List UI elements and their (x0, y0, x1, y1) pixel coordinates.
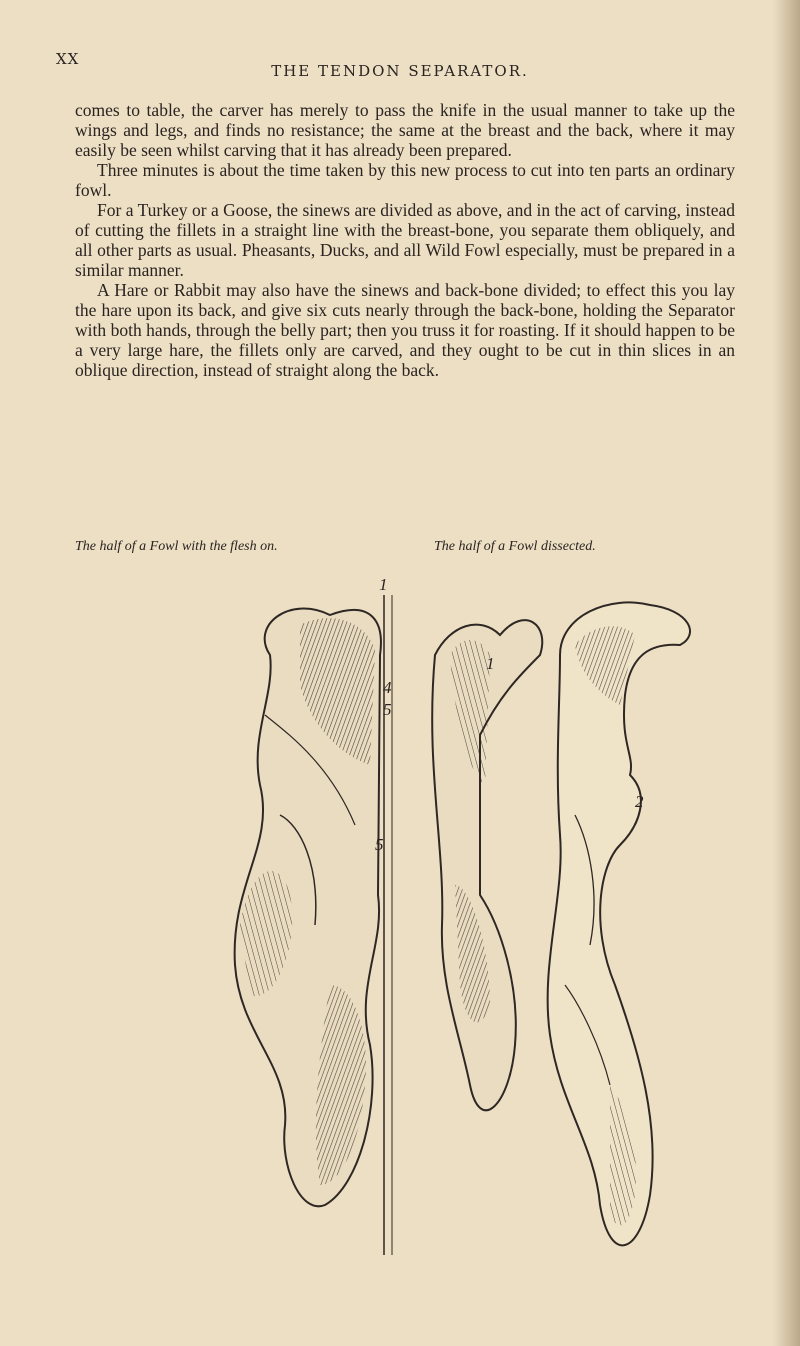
fowl-engraving (180, 565, 700, 1295)
figure-caption-right: The half of a Fowl dissected. (434, 539, 596, 554)
paragraph: A Hare or Rabbit may also have the sinews and back-bone divided; to effect this you lay the hare upon its back, and give six cuts nearly through the back-bone, holding the Separator with both hands, through the belly part; then you truss it for roasting. If it should happen to be a very large hare, the fillets only are carved, and they ought to be cut in thin slices in an oblique direction, instead of straight along the back. (75, 280, 735, 380)
figure-label: 4 (383, 678, 392, 697)
figure-label: 2 (635, 792, 644, 811)
figure-label: 5 (383, 700, 392, 719)
page-number: XX (56, 50, 80, 68)
figure-label: 1 (486, 654, 495, 673)
figure-caption-left: The half of a Fowl with the flesh on. (75, 539, 278, 554)
fowl-engraving-illustration (180, 565, 700, 1295)
paragraph: Three minutes is about the time taken by this new process to cut into ten parts an ordinary fowl. (75, 160, 735, 200)
page-edge-shadow (772, 0, 800, 1346)
fowl-half-with-flesh (235, 609, 381, 1207)
paragraph: comes to table, the carver has merely to pass the knife in the usual manner to take up the wings and legs, and finds no resistance; the same at the breast and the back, where it may easily be seen whilst carving that it has already been prepared. (75, 100, 735, 160)
running-title: THE TENDON SEPARATOR. (271, 62, 529, 80)
paragraph: For a Turkey or a Goose, the sinews are divided as above, and in the act of carving, instead of cutting the fillets in a straight line with the breast-bone, you separate them obliquely, and all other parts as usual. Pheasants, Ducks, and all Wild Fowl especially, must be prepared in a similar manner. (75, 200, 735, 280)
body-text (75, 100, 735, 380)
figure-label: 5 (375, 835, 384, 854)
fowl-half-dissected (432, 602, 690, 1245)
figure-label: 1 (379, 575, 388, 594)
